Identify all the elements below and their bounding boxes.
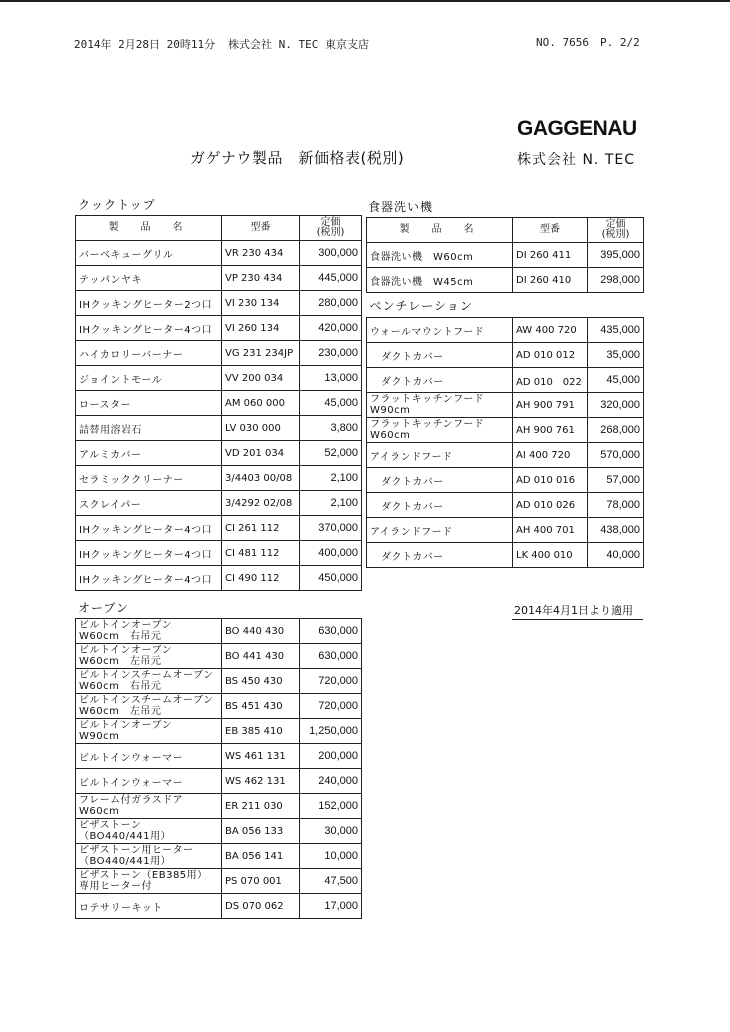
model-number: AH 900 761 — [513, 418, 588, 443]
product-name: ハイカロリーバーナー — [76, 341, 222, 366]
model-number: VI 260 134 — [222, 316, 300, 341]
list-price: 400,000 — [300, 541, 362, 566]
product-name-line2: 専用ヒーター付 — [79, 881, 153, 892]
product-name-line1: ビルトインスチームオーブン — [79, 695, 214, 706]
table-row — [76, 541, 362, 566]
product-name-line1: フレーム付ガラスドア — [79, 795, 183, 806]
product-name-line2: W60cm 左吊元 — [79, 656, 162, 667]
list-price: 320,000 — [588, 393, 644, 418]
list-price: 45,000 — [300, 391, 362, 416]
table-row — [76, 719, 362, 744]
product-name: IHクッキングヒーター4つ口 — [76, 566, 222, 591]
list-price: 395,000 — [588, 243, 644, 268]
product-name: アイランドフード — [367, 443, 513, 468]
table-row — [367, 493, 644, 518]
list-price: 30,000 — [300, 819, 362, 844]
header-product-name: 製 品 名 — [76, 216, 222, 241]
model-number: EB 385 410 — [222, 719, 300, 744]
list-price: 720,000 — [300, 694, 362, 719]
list-price: 300,000 — [300, 241, 362, 266]
list-price: 445,000 — [300, 266, 362, 291]
header-model: 型番 — [513, 218, 588, 243]
model-number: WS 462 131 — [222, 769, 300, 794]
model-number: 3/4292 02/08 — [222, 491, 300, 516]
model-number: DI 260 410 — [513, 268, 588, 293]
model-number: AD 010 026 — [513, 493, 588, 518]
table-row — [76, 416, 362, 441]
list-price: 268,000 — [588, 418, 644, 443]
list-price: 3,800 — [300, 416, 362, 441]
model-number: DS 070 062 — [222, 894, 300, 919]
list-price: 35,000 — [588, 343, 644, 368]
table-row — [367, 543, 644, 568]
table-row — [76, 844, 362, 869]
product-name-line1: フラットキッチンフード — [370, 394, 485, 405]
product-name-line2: W60cm — [370, 430, 411, 441]
list-price: 200,000 — [300, 744, 362, 769]
product-name: IHクッキングヒーター4つ口 — [76, 316, 222, 341]
table-row — [76, 744, 362, 769]
product-name-line2: （BO440/441用） — [79, 856, 172, 867]
document-title: ガゲナウ製品 新価格表(税別) — [190, 149, 405, 167]
table-row — [76, 769, 362, 794]
list-price: 630,000 — [300, 619, 362, 644]
model-number: AW 400 720 — [513, 318, 588, 343]
model-number: VV 200 034 — [222, 366, 300, 391]
list-price: 78,000 — [588, 493, 644, 518]
model-number: DI 260 411 — [513, 243, 588, 268]
dishwasher-price-table — [366, 217, 644, 568]
table-row — [76, 466, 362, 491]
product-name-line2: W90cm — [79, 731, 120, 742]
table-row — [76, 566, 362, 591]
model-number: WS 461 131 — [222, 744, 300, 769]
list-price: 45,000 — [588, 368, 644, 393]
list-price: 720,000 — [300, 669, 362, 694]
cooktop-price-table — [75, 215, 362, 591]
product-name — [76, 794, 222, 819]
product-name: セラミッククリーナー — [76, 466, 222, 491]
product-name: ビルトインウォーマー — [76, 744, 222, 769]
product-name: ロテサリーキット — [76, 894, 222, 919]
table-row — [76, 669, 362, 694]
table-row — [367, 368, 644, 393]
table-row — [76, 366, 362, 391]
table-row — [76, 491, 362, 516]
table-row — [367, 343, 644, 368]
model-number: VI 230 134 — [222, 291, 300, 316]
product-name: アイランドフード — [367, 518, 513, 543]
model-number: AI 400 720 — [513, 443, 588, 468]
table-row — [76, 266, 362, 291]
product-name: アルミカバー — [76, 441, 222, 466]
list-price: 40,000 — [588, 543, 644, 568]
header-product-name: 製 品 名 — [367, 218, 513, 243]
product-name: IHクッキングヒーター4つ口 — [76, 516, 222, 541]
product-name: IHクッキングヒーター2つ口 — [76, 291, 222, 316]
product-name: ダクトカバー — [367, 493, 513, 518]
table-row — [76, 441, 362, 466]
list-price: 10,000 — [300, 844, 362, 869]
product-name: ダクトカバー — [367, 468, 513, 493]
model-number: VG 231 234JP — [222, 341, 300, 366]
product-name-line2: W60cm 左吊元 — [79, 706, 162, 717]
product-name: ダクトカバー — [367, 543, 513, 568]
model-number: BO 441 430 — [222, 644, 300, 669]
product-name-line1: ピザストーン — [79, 820, 142, 831]
model-number: BA 056 141 — [222, 844, 300, 869]
product-name: スクレイパー — [76, 491, 222, 516]
product-name-line1: ビルトインオーブン — [79, 645, 173, 656]
list-price: 240,000 — [300, 769, 362, 794]
list-price: 52,000 — [300, 441, 362, 466]
product-name — [76, 719, 222, 744]
table-row — [367, 468, 644, 493]
model-number: AM 060 000 — [222, 391, 300, 416]
product-name — [367, 393, 513, 418]
fax-sender: 株式会社 N. TEC 東京支店 — [228, 38, 369, 51]
table-row — [367, 243, 644, 268]
product-name — [76, 819, 222, 844]
product-name-line2: W90cm — [370, 405, 411, 416]
table-row — [367, 393, 644, 418]
company-name: 株式会社 N. TEC — [517, 152, 635, 168]
product-name: ウォールマウントフード — [367, 318, 513, 343]
list-price: 47,500 — [300, 869, 362, 894]
product-name — [76, 644, 222, 669]
list-price: 57,000 — [588, 468, 644, 493]
product-name: 食器洗い機 W45cm — [367, 268, 513, 293]
table-row — [76, 291, 362, 316]
model-number: CI 490 112 — [222, 566, 300, 591]
table-row — [367, 318, 644, 343]
section-title-oven: オーブン — [78, 601, 129, 615]
product-name — [367, 418, 513, 443]
product-name: テッパンヤキ — [76, 266, 222, 291]
product-name — [76, 669, 222, 694]
list-price: 13,000 — [300, 366, 362, 391]
model-number: PS 070 001 — [222, 869, 300, 894]
oven-price-table — [75, 618, 362, 919]
product-name-line1: ビルトインオーブン — [79, 620, 173, 631]
product-name-line2: W60cm — [79, 806, 120, 817]
header-model: 型番 — [222, 216, 300, 241]
model-number: AD 010 022 — [513, 368, 588, 393]
model-number: AD 010 012 — [513, 343, 588, 368]
product-name — [76, 869, 222, 894]
list-price: 2,100 — [300, 466, 362, 491]
model-number: LK 400 010 — [513, 543, 588, 568]
list-price: 630,000 — [300, 644, 362, 669]
product-name-line2: W60cm 右吊元 — [79, 681, 162, 692]
list-price: 230,000 — [300, 341, 362, 366]
brand-logo: GAGGENAU — [517, 117, 637, 140]
fax-datetime: 2014年 2月28日 20時11分 — [74, 38, 216, 51]
table-row — [76, 316, 362, 341]
product-name: ロースター — [76, 391, 222, 416]
table-row — [76, 241, 362, 266]
model-number: VR 230 434 — [222, 241, 300, 266]
product-name-line1: ビルトインスチームオーブン — [79, 670, 214, 681]
product-name — [76, 619, 222, 644]
table-row — [76, 619, 362, 644]
product-name-line2: （BO440/441用） — [79, 831, 172, 842]
product-name-line1: フラットキッチンフード — [370, 419, 485, 430]
effective-date-underline — [512, 619, 643, 620]
list-price: 2,100 — [300, 491, 362, 516]
header-price: 定価 (税別) — [588, 218, 644, 243]
product-name — [76, 844, 222, 869]
model-number: ER 211 030 — [222, 794, 300, 819]
list-price: 370,000 — [300, 516, 362, 541]
model-number: 3/4403 00/08 — [222, 466, 300, 491]
product-name: 食器洗い機 W60cm — [367, 243, 513, 268]
fax-top-rule — [0, 0, 730, 2]
table-row — [76, 819, 362, 844]
section-title-cooktop: クックトップ — [78, 198, 156, 212]
list-price: 280,000 — [300, 291, 362, 316]
product-name: ダクトカバー — [367, 343, 513, 368]
effective-date: 2014年4月1日より適用 — [514, 604, 633, 617]
list-price: 17,000 — [300, 894, 362, 919]
table-row — [76, 694, 362, 719]
list-price: 438,000 — [588, 518, 644, 543]
product-name-line1: ピザストーン用ヒーター — [79, 845, 194, 856]
model-number: VD 201 034 — [222, 441, 300, 466]
product-name-line2: W60cm 右吊元 — [79, 631, 162, 642]
table-row — [76, 644, 362, 669]
table-row — [367, 518, 644, 543]
product-name — [76, 694, 222, 719]
list-price: 298,000 — [588, 268, 644, 293]
list-price: 570,000 — [588, 443, 644, 468]
product-name-line1: ビルトインオーブン — [79, 720, 173, 731]
model-number: BS 451 430 — [222, 694, 300, 719]
model-number: AD 010 016 — [513, 468, 588, 493]
table-row — [76, 869, 362, 894]
product-name: ジョイントモール — [76, 366, 222, 391]
table-row — [76, 391, 362, 416]
product-name: ビルトインウォーマー — [76, 769, 222, 794]
model-number: BO 440 430 — [222, 619, 300, 644]
list-price: 152,000 — [300, 794, 362, 819]
product-name: ダクトカバー — [367, 368, 513, 393]
model-number: CI 261 112 — [222, 516, 300, 541]
list-price: 450,000 — [300, 566, 362, 591]
list-price: 1,250,000 — [300, 719, 362, 744]
model-number: AH 900 791 — [513, 393, 588, 418]
model-number: VP 230 434 — [222, 266, 300, 291]
header-price: 定価 (税別) — [300, 216, 362, 241]
table-row — [76, 516, 362, 541]
section-title-ventilation: ベンチレーション — [367, 293, 644, 318]
list-price: 420,000 — [300, 316, 362, 341]
list-price: 435,000 — [588, 318, 644, 343]
table-row — [76, 894, 362, 919]
model-number: CI 481 112 — [222, 541, 300, 566]
product-name: バーベキューグリル — [76, 241, 222, 266]
model-number: BA 056 133 — [222, 819, 300, 844]
table-row — [76, 794, 362, 819]
table-row — [367, 443, 644, 468]
fax-number: NO. 7656 — [536, 36, 589, 49]
fax-page: P. 2/2 — [600, 36, 640, 49]
table-row — [76, 341, 362, 366]
product-name: 詰替用溶岩石 — [76, 416, 222, 441]
model-number: AH 400 701 — [513, 518, 588, 543]
table-row — [367, 418, 644, 443]
model-number: BS 450 430 — [222, 669, 300, 694]
product-name: IHクッキングヒーター4つ口 — [76, 541, 222, 566]
product-name-line1: ピザストーン（EB385用） — [79, 870, 208, 881]
model-number: LV 030 000 — [222, 416, 300, 441]
section-title-dishwasher: 食器洗い機 — [368, 200, 434, 214]
table-row — [367, 268, 644, 293]
